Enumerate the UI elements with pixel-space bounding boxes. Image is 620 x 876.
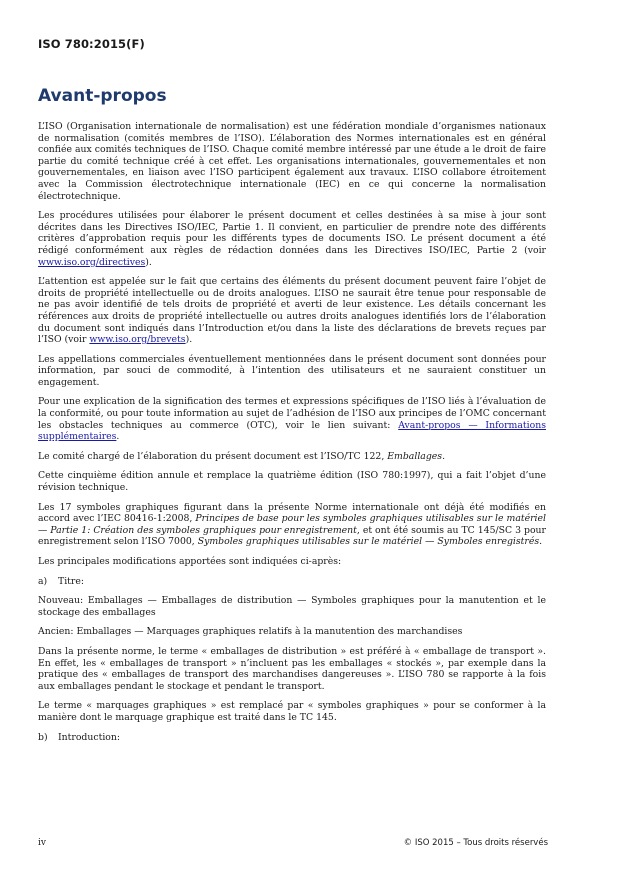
paragraph-graphical-marks: Le terme « marquages graphiques » est remplacé par « symboles graphiques » pour se conformer à la manière dont le marquage graphique est traité dans le TC 145. <box>38 700 546 723</box>
page-number: iv <box>38 838 46 848</box>
paragraph-conformity: Pour une explication de la signification des termes et expressions spécifiques de l’ISO liés à l’évaluation de la conformité, ou pour toute information au sujet de l’adhésion de l’ISO aux principes de l’OMC concernant les obstacles techniques au commerce (OTC), voir le lien suivant: Avant-propos — Informations supplémentaires. <box>38 396 546 443</box>
link-avant-propos-info[interactable]: Avant-propos — Informations supplémentaires <box>38 419 546 443</box>
paragraph-committee: Le comité chargé de l’élaboration du présent document est l’ISO/TC 122, Emballages. <box>38 450 446 462</box>
link-iso-brevets[interactable]: www.iso.org/brevets <box>89 334 186 346</box>
paragraph-symbols: Les 17 symboles graphiques figurant dans la présente Norme internationale ont déjà été modifiés en accord avec l’IEC 80416-1:2008, Principes de base pour les symboles graphiques utilisables sur le matériel — Partie 1: Création des symboles graphiques pour enregistrement, et ont été soumis au TC 145/SC 3 pour enregistrement selon l’ISO 7000, Symboles graphiques utilisables sur le matériel — Symboles enregistrés. <box>38 501 546 548</box>
paragraph-edition: Cette cinquième édition annule et remplace la quatrième édition (ISO 780:1997), qui a fait l’objet d’une révision technique. <box>38 470 546 494</box>
paragraph-changes-intro: Les principales modifications apportées sont indiquées ci-après: <box>38 556 342 567</box>
paragraph-procedures: Les procédures utilisées pour élaborer le présent document et celles destinées à sa mise à jour sont décrites dans les Directives ISO/IEC, Partie 1. Il convient, en particulier de prendre note des différents critères d’approbation requis pour les différents types de documents ISO. Le présent document a été rédigé conformément aux règles de rédaction données dans les Directives ISO/IEC, Partie 2 (voir www.iso.org/directives). <box>38 210 546 268</box>
document-body <box>38 121 546 751</box>
copyright-notice: © ISO 2015 – Tous droits réservés <box>403 838 548 848</box>
link-iso-directives[interactable]: www.iso.org/directives <box>38 256 146 268</box>
paragraph-distribution-packaging: Dans la présente norme, le terme « emballages de distribution » est préféré à « emballage de transport ». En effet, les « emballages de transport » n’incluent pas les emballages « stockés », par exemple dans la pratique des « emballages de transport des marchandises dangereuses ». L’ISO 780 se rapporte à la fois aux emballages pendant le stockage et pendant le transport. <box>38 645 546 692</box>
paragraph-patents: L’attention est appelée sur le fait que certains des éléments du présent document peuvent faire l’objet de droits de propriété intellectuelle ou de droits analogues. L’ISO ne saurait être tenue pour responsable de ne pas avoir identifié de tels droits de propriété et averti de leur existence. Les détails concernant les références aux droits de propriété intellectuelle ou autres droits analogues identifiés lors de l’élaboration du document sont indiqués dans l’Introduction et/ou dans la liste des déclarations de brevets reçues par l’ISO (voir www.iso.org/brevets). <box>38 276 546 346</box>
paragraph-old-title: Ancien: Emballages — Marquages graphiques relatifs à la manutention des marchandises <box>38 626 463 638</box>
paragraph-new-title: Nouveau: Emballages — Emballages de distribution — Symboles graphiques pour la manutention et le stockage des emballages <box>38 595 546 618</box>
section-title: Avant-propos <box>38 86 167 106</box>
list-item-b: b) Introduction: <box>38 731 121 743</box>
paragraph-iso-intro: L’ISO (Organisation internationale de normalisation) est une fédération mondiale d’organismes nationaux de normalisation (comités membres de l’ISO). L’élaboration des Normes internationales est en général confiée aux comités techniques de l’ISO. Chaque comité membre intéressé par une étude a le droit de faire partie du comité technique créé à cet effet. Les organisations internationales, gouvernementales et non gouvernementales, en liaison avec l’ISO participent également aux travaux. L’ISO collabore étroitement avec la Commission électrotechnique internationale (IEC) en ce qui concerne la normalisation électrotechnique. <box>38 121 546 202</box>
paragraph-trade-names: Les appellations commerciales éventuellement mentionnées dans le présent document sont données pour information, par souci de commodité, à l’intention des utilisateurs et ne sauraient constituer un engagement. <box>38 353 546 388</box>
document-id-header: ISO 780:2015(F) <box>38 37 145 51</box>
list-item-a: a) Titre: <box>38 575 84 587</box>
